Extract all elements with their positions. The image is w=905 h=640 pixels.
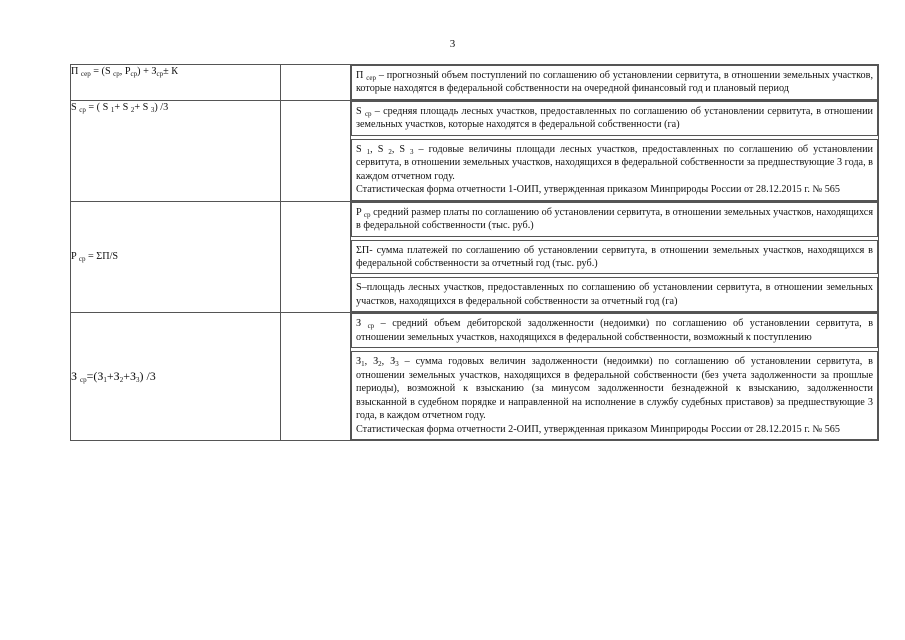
description-block: З $_{ср}$ – средний объем дебиторской задолженности (недоимки) по соглашению об установлении сервитута, в отношении земельных участков, находящихся в федеральной собственности, возможный к поступлению xyxy=(351,313,878,348)
formula-cell: П $_{сер}$ = (S $_{ср}$, $P_{ср}) + З_{ср}\pm К$ xyxy=(71,65,281,101)
table-row xyxy=(71,201,879,313)
description-cell xyxy=(351,201,879,313)
table-row xyxy=(71,100,879,201)
empty-cell xyxy=(281,65,351,101)
description-cell xyxy=(351,65,879,101)
description-block: $З_1$, $З_2$, $З_3$ – сумма годовых величин задолженности (недоимки) по соглашению об установлении сервитута, в отношении земельных участков, находящихся в федеральной собственности (без учета задолженности за прошлые периоды), возможной к взысканию (за минусом задолженности безнадежной к взысканию, задолженности взысканной в судебном порядке и направленной на исполнение в службу судебных приставов) за предшествующие 3 года, в каждом отчетном году. Статистическая форма отчетности 2-ОИП, утвержденная приказом Минприроды России от 28.12.2015 г. № 565 xyxy=(351,351,878,440)
formula-cell: P $_{ср}$ = ΣП/S xyxy=(71,201,281,313)
description-cell xyxy=(351,313,879,441)
description-block: P $_{ср}$ средний размер платы по соглашению об установлении сервитута, в отношении земельных участков, находящихся в федеральной собственности (тыс. руб.) xyxy=(351,202,878,237)
description-block: S–площадь лесных участков, предоставленных по соглашению об установлении сервитута, в отношении земельных участков, находящихся в федеральной собственности за отчетный год (га) xyxy=(351,277,878,312)
description-block: S $_1$, S $_2$, S $_3$ – годовые величины площади лесных участков, предоставленных по соглашению об установлении сервитута, в отношении земельных участков, находящихся в федеральной собственности за предшествующие 3 года, в каждом отчетном году. Статистическая форма отчетности 1-ОИП, утвержденная приказом Минприроды России от 28.12.2015 г. № 565 xyxy=(351,139,878,201)
description-block: S $_{ср}$ – средняя площадь лесных участков, предоставленных по соглашению об установлении сервитута, в отношении земельных участков, которые находятся в федеральной собственности (га) xyxy=(351,101,878,136)
formula-table xyxy=(70,64,879,441)
empty-cell xyxy=(281,313,351,441)
page-number: 3 xyxy=(449,38,456,50)
table-row xyxy=(71,313,879,441)
formula-cell: З $_{ср}=(З_1+З_2+З_3)$ /3 xyxy=(71,313,281,441)
description-block: ΣП- сумма платежей по соглашению об установлении сервитута, в отношении земельных участков, находящихся в федеральной собственности за отчетный год (тыс. руб.) xyxy=(351,240,878,275)
empty-cell xyxy=(281,201,351,313)
empty-cell xyxy=(281,100,351,201)
description-cell xyxy=(351,100,879,201)
description-block: П $_{сер}$ – прогнозный объем поступлений по соглашению об установлении сервитута, в отношении земельных участков, которые находятся в федеральной собственности на очередной финансовый год и плановый период xyxy=(351,65,878,100)
formula-cell: S $_{ср}$ = ( S $_1$+ S $_2$+ S $_3$) /3 xyxy=(71,100,281,201)
table-row xyxy=(71,65,879,101)
